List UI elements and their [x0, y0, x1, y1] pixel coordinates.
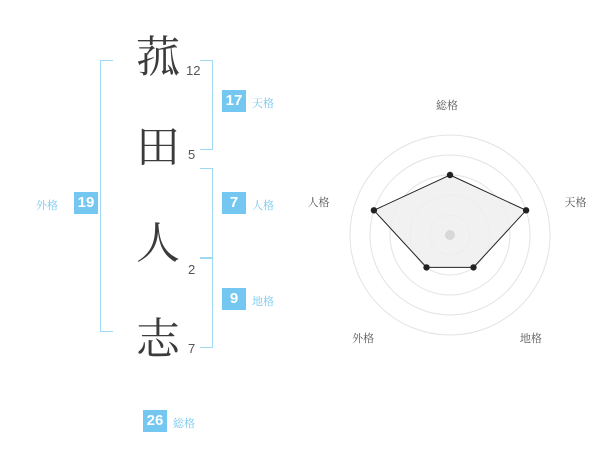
bracket-gaikaku: [100, 60, 113, 332]
name-character-4: 志: [136, 314, 180, 365]
bracket-tenkaku: [200, 60, 213, 150]
stroke-count-2: 5: [188, 147, 196, 162]
name-character-3: 人: [136, 218, 180, 269]
radar-axis-label-tenkaku: 天格: [564, 197, 587, 210]
badge-soukaku-value: 26: [143, 410, 167, 432]
badge-jinkaku-value: 7: [222, 192, 246, 214]
badge-chikaku-label: 地格: [252, 296, 274, 308]
badge-gaikaku-label: 外格: [36, 200, 58, 212]
radar-axis-label-chikaku: 地格: [519, 332, 542, 345]
radar-axis-label-gaikaku: 外格: [352, 332, 375, 345]
badge-gaikaku-value: 19: [74, 192, 98, 214]
radar-axis-label-jinkaku: 人格: [307, 197, 330, 210]
name-character-2: 田: [136, 122, 180, 173]
radar-chart: [307, 100, 590, 370]
badge-tenkaku-value: 17: [222, 90, 246, 112]
badge-soukaku-label: 総格: [173, 418, 195, 430]
badge-tenkaku-label: 天格: [252, 98, 274, 110]
badge-jinkaku-label: 人格: [252, 200, 274, 212]
name-character-1: 菰: [136, 32, 180, 83]
badge-chikaku-value: 9: [222, 288, 246, 310]
stroke-count-4: 7: [188, 341, 196, 356]
stroke-count-1: 12: [186, 63, 201, 78]
bracket-chikaku: [200, 258, 213, 348]
radar-axis-label-soukaku: 総格: [436, 100, 458, 112]
stroke-count-3: 2: [188, 262, 196, 277]
bracket-jinkaku: [200, 168, 213, 258]
